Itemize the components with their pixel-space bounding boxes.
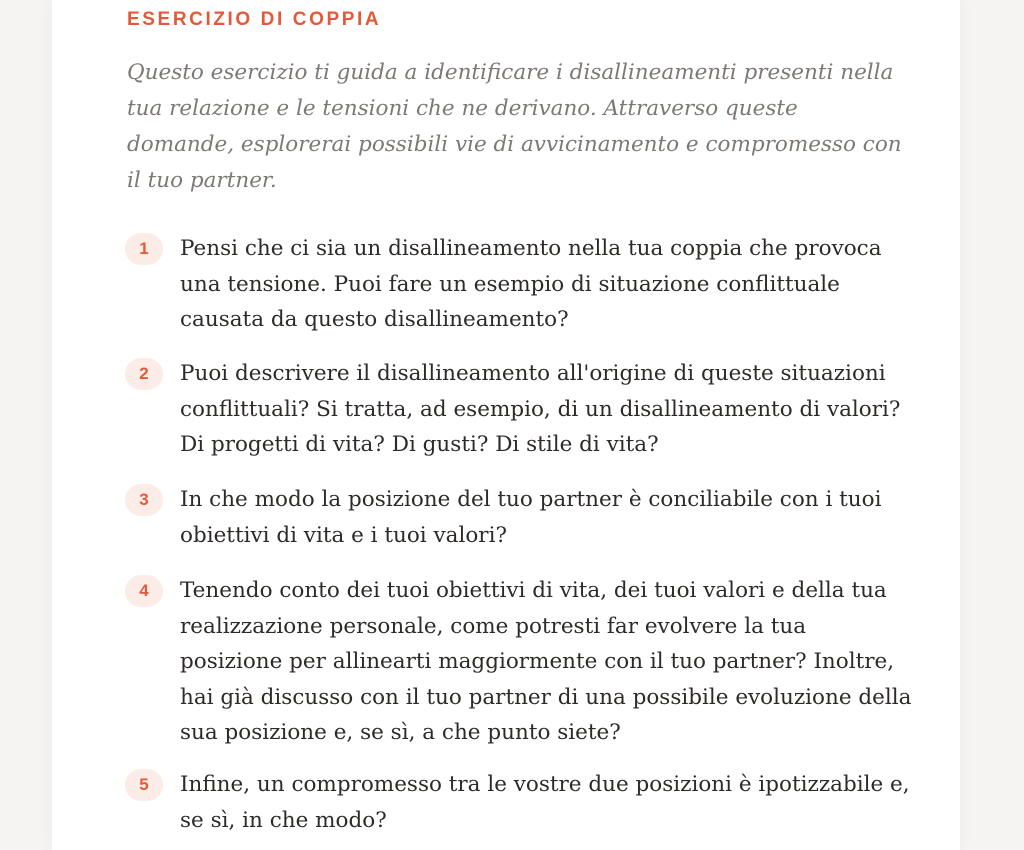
question-text: Puoi descrivere il disallineamento all'origine di queste situazioni conflittuali? Si tratta, ad esempio, di un disallineamento di valori? Di progetti di vita? Di gusti? Di stile di vita? xyxy=(180,361,901,457)
question-number-badge: 1 xyxy=(125,233,163,265)
question-text: Pensi che ci sia un disallineamento nella tua coppia che provoca una tensione. Puoi fare un esempio di situazione conflittuale causata da questo disallineamento? xyxy=(180,236,882,332)
question-number-badge: 3 xyxy=(125,484,163,516)
question-number-badge: 2 xyxy=(125,358,163,390)
question-text: Tenendo conto dei tuoi obiettivi di vita, dei tuoi valori e della tua realizzazione personale, come potresti far evolvere la tua posizione per allinearti maggiormente con il tuo partner? Inoltre, hai già discusso con il tuo partner di una possibile evoluzione della sua posizione e, se sì, a che punto siete? xyxy=(180,578,912,745)
question-text: In che modo la posizione del tuo partner è conciliabile con i tuoi obiettivi di vita e i tuoi valori? xyxy=(180,487,882,548)
question-number-badge: 4 xyxy=(125,575,163,607)
intro-paragraph: Questo esercizio ti guida a identificare i disallineamenti presenti nella tua relazione e le tensioni che ne derivano. Attraverso queste domande, esplorerai possibili vie di avvicinamento e compromesso con il tuo partner. xyxy=(127,60,902,193)
question-number-badge: 5 xyxy=(125,769,163,801)
section-eyebrow: ESERCIZIO DI COPPIA xyxy=(127,9,382,30)
question-text: Infine, un compromesso tra le vostre due posizioni è ipotizzabile e, se sì, in che modo? xyxy=(180,772,910,833)
